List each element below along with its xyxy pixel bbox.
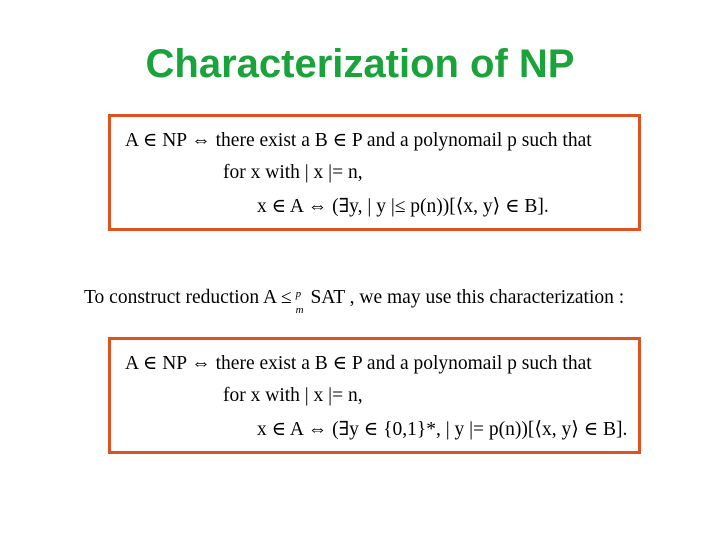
reduction-statement [84, 285, 625, 316]
definition-box [108, 114, 641, 231]
slide-title: Characterization of NP [145, 42, 575, 86]
definition-line-2: for x with | x |= n, [223, 162, 363, 183]
reduction-text-before: To construct reduction A ≤ [84, 287, 292, 308]
definition-line-1: A ∈ NP ⇔ there exist a B ∈ P and a polynomail p such that [125, 130, 592, 151]
reduction-subscript-superscript [292, 287, 306, 316]
definition-line-3: x ∈ A ⇔ (∃y, | y |≤ p(n))[⟨x, y⟩ ∈ B]. [257, 196, 549, 217]
characterization-line-1: A ∈ NP ⇔ there exist a B ∈ P and a polynomail p such that [125, 353, 592, 374]
characterization-line-2: for x with | x |= n, [223, 385, 363, 406]
characterization-line-3: x ∈ A ⇔ (∃y ∈ {0,1}*, | y |= p(n))[⟨x, y⟩ ∈ B]. [257, 419, 628, 440]
reduction-subscript: m [295, 304, 304, 316]
reduction-superscript: p [295, 288, 302, 300]
reduction-text-after: SAT , we may use this characterization : [305, 287, 625, 308]
characterization-box [108, 337, 641, 454]
